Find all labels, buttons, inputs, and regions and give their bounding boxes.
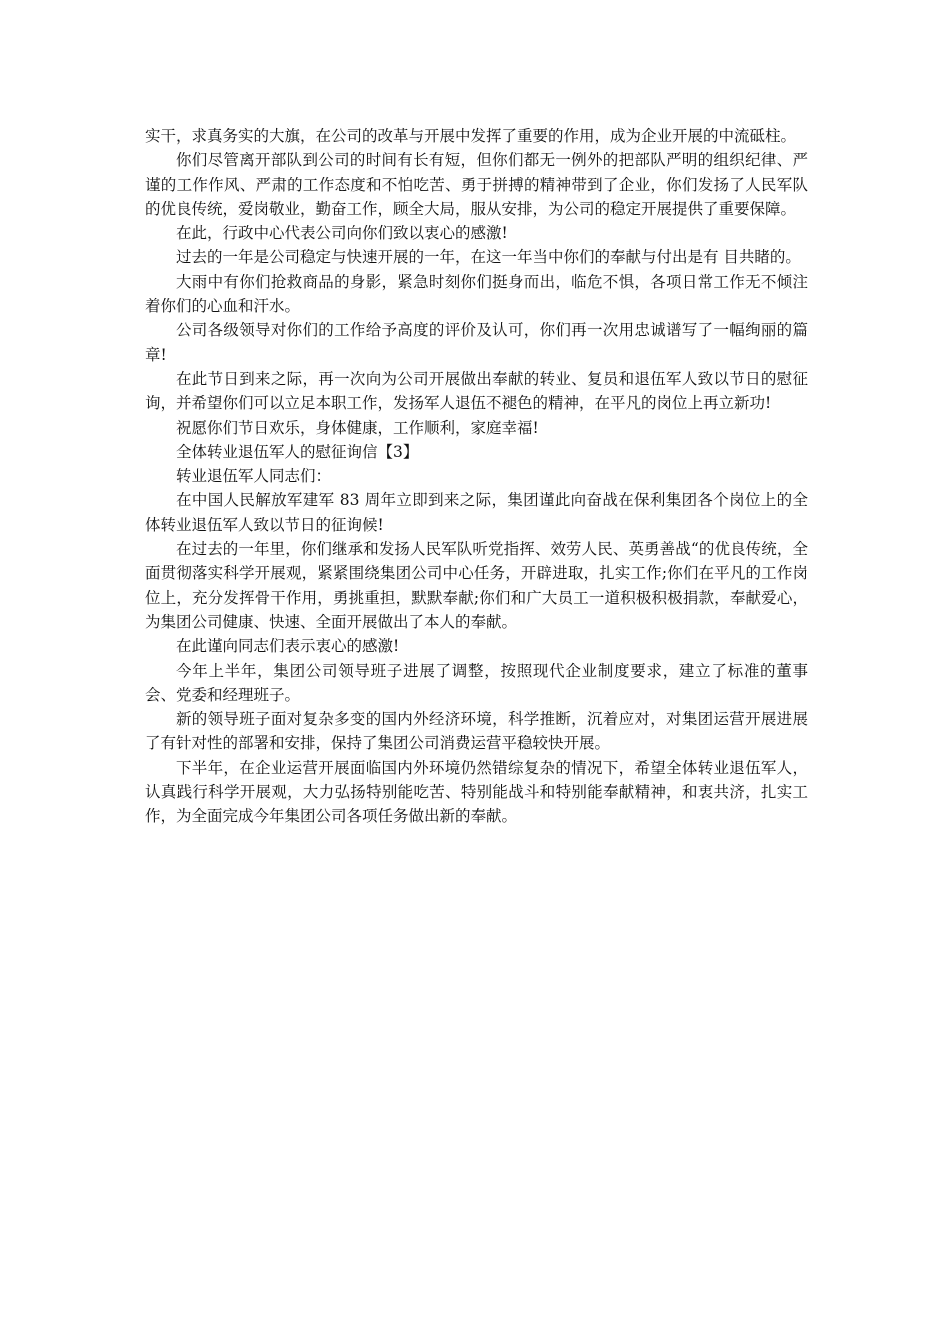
paragraph: 祝愿你们节日欢乐，身体健康，工作顺利，家庭幸福!	[176, 418, 539, 437]
paragraph: 在此，行政中心代表公司向你们致以衷心的感激!	[176, 224, 508, 243]
paragraph: 公司各级领导对你们的工作给予高度的评价及认可，你们再一次用忠诚谱写了一幅绚丽的篇章!	[145, 321, 808, 364]
section-heading: 全体转业退伍军人的慰征询信【3】	[176, 442, 419, 461]
paragraph-continuation: 实干，求真务实的大旗，在公司的改革与开展中发挥了重要的作用，成为企业开展的中流砥柱。	[145, 127, 797, 145]
document-body	[145, 124, 808, 829]
paragraph: 过去的一年是公司稳定与快速开展的一年，在这一年当中你们的奉献与付出是有 目共睹的。	[176, 248, 801, 267]
salutation: 转业退伍军人同志们：	[176, 467, 332, 486]
paragraph: 新的领导班子面对复杂多变的国内外经济环境，科学推断，沉着应对，对集团运营开展进展了有针对性的部署和安排，保持了集团公司消费运营平稳较快开展。	[145, 710, 808, 753]
paragraph: 大雨中有你们抢救商品的身影，紧急时刻你们挺身而出，临危不惧，各项日常工作无不倾注着你们的心血和汗水。	[145, 272, 808, 316]
paragraph: 下半年，在企业运营开展面临国内外环境仍然错综复杂的情况下，希望全体转业退伍军人，认真践行科学开展观，大力弘扬特别能吃苦、特别能战斗和特别能奉献精神，和衷共济，扎实工作，为全面完成今年集团公司各项任务做出新的奉献。	[145, 758, 808, 826]
paragraph: 今年上半年，集团公司领导班子进展了调整，按照现代企业制度要求，建立了标准的董事会、党委和经理班子。	[145, 661, 808, 704]
paragraph: 在过去的一年里，你们继承和发扬人民军队听党指挥、效劳人民、英勇善战“的优良传统，全面贯彻落实科学开展观，紧紧围绕集团公司中心任务，开辟进取，扎实工作;你们在平凡的工作岗位上，充分发挥骨干作用，勇挑重担，默默奉献;你们和广大员工一道积极积极捐款，奉献爱心，为集团公司健康、快速、全面开展做出了本人的奉献。	[145, 540, 808, 631]
paragraph: 在中国人民解放军建军 83 周年立即到来之际，集团谨此向奋战在保利集团各个岗位上的全体转业退伍军人致以节日的征询候!	[145, 491, 808, 534]
paragraph: 在此节日到来之际，再一次向为公司开展做出奉献的转业、复员和退伍军人致以节日的慰征询，并希望你们可以立足本职工作，发扬军人退伍不褪色的精神，在平凡的岗位上再立新功!	[145, 369, 808, 413]
paragraph: 在此谨向同志们表示衷心的感激!	[176, 637, 400, 656]
paragraph: 你们尽管离开部队到公司的时间有长有短，但你们都无一例外的把部队严明的组织纪律、严谨的工作作风、严肃的工作态度和不怕吃苦、勇于拼搏的精神带到了企业，你们发扬了人民军队的优良传统，爱岗敬业，勤奋工作，顾全大局，服从安排，为公司的稳定开展提供了重要保障。	[145, 151, 808, 218]
